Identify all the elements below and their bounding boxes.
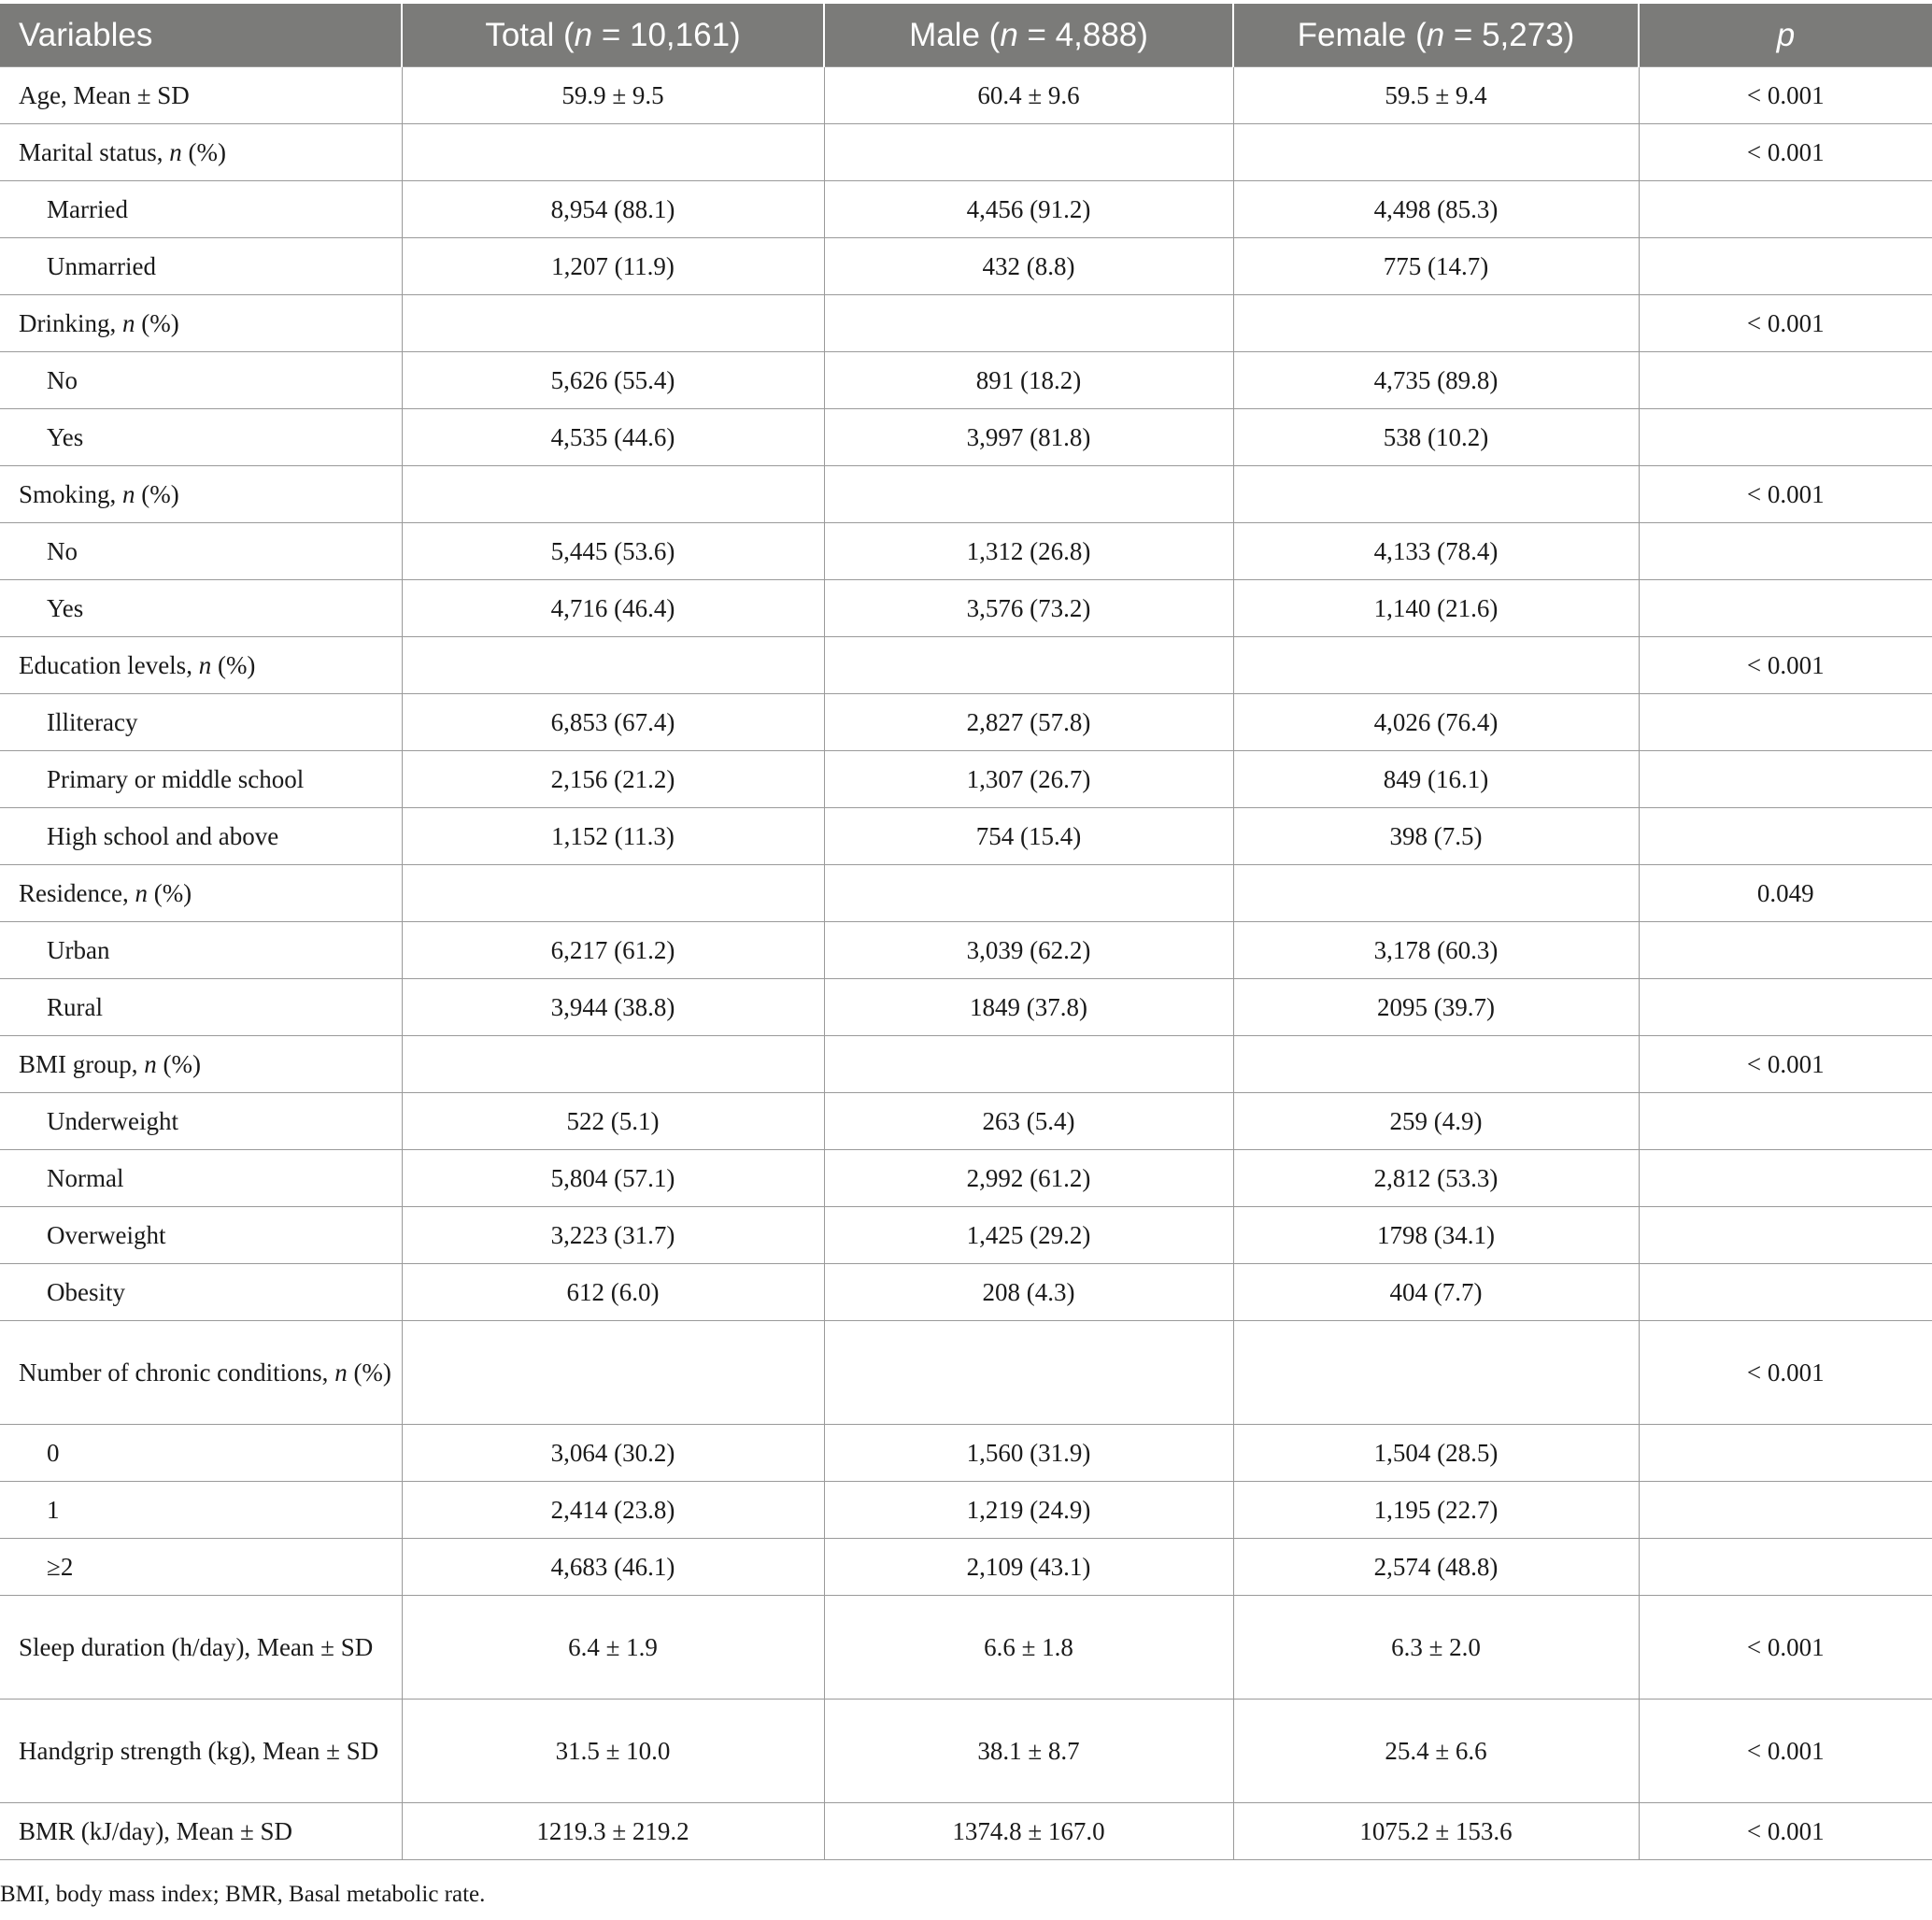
row-label: Normal: [0, 1150, 402, 1207]
header-total: Total (n = 10,161): [402, 4, 824, 67]
cell-female: 538 (10.2): [1233, 409, 1639, 466]
table-row: [0, 466, 1932, 523]
row-label: BMI group, n (%): [0, 1036, 402, 1093]
cell-female: 3,178 (60.3): [1233, 922, 1639, 979]
cell-male: [824, 1321, 1233, 1425]
row-label: Handgrip strength (kg), Mean ± SD: [0, 1700, 402, 1803]
cell-male: 2,827 (57.8): [824, 694, 1233, 751]
cell-total: 6,217 (61.2): [402, 922, 824, 979]
row-label: Residence, n (%): [0, 865, 402, 922]
cell-p: [1639, 751, 1932, 808]
cell-total: [402, 1036, 824, 1093]
table-row: [0, 238, 1932, 295]
cell-female: 1,504 (28.5): [1233, 1425, 1639, 1482]
row-label: ≥2: [0, 1539, 402, 1596]
cell-p: < 0.001: [1639, 1803, 1932, 1860]
cell-male: 1,312 (26.8): [824, 523, 1233, 580]
table-row: [0, 751, 1932, 808]
header-variables: Variables: [0, 4, 402, 67]
cell-male: 38.1 ± 8.7: [824, 1700, 1233, 1803]
cell-male: 263 (5.4): [824, 1093, 1233, 1150]
cell-total: 31.5 ± 10.0: [402, 1700, 824, 1803]
table-row: [0, 1150, 1932, 1207]
row-label: Drinking, n (%): [0, 295, 402, 352]
cell-p: [1639, 1150, 1932, 1207]
cell-male: 1,560 (31.9): [824, 1425, 1233, 1482]
cell-female: 4,735 (89.8): [1233, 352, 1639, 409]
cell-total: [402, 1321, 824, 1425]
cell-male: 754 (15.4): [824, 808, 1233, 865]
cell-total: [402, 466, 824, 523]
cell-p: [1639, 1539, 1932, 1596]
cell-total: 4,535 (44.6): [402, 409, 824, 466]
characteristics-table-container: [0, 4, 1932, 1860]
table-row: [0, 1036, 1932, 1093]
cell-female: [1233, 1036, 1639, 1093]
cell-male: [824, 1036, 1233, 1093]
cell-female: 1798 (34.1): [1233, 1207, 1639, 1264]
cell-female: [1233, 466, 1639, 523]
header-female: Female (n = 5,273): [1233, 4, 1639, 67]
row-label: Yes: [0, 409, 402, 466]
cell-p: [1639, 979, 1932, 1036]
row-label: Primary or middle school: [0, 751, 402, 808]
cell-total: 5,445 (53.6): [402, 523, 824, 580]
cell-male: 208 (4.3): [824, 1264, 1233, 1321]
row-label: Overweight: [0, 1207, 402, 1264]
cell-p: < 0.001: [1639, 466, 1932, 523]
row-label: Urban: [0, 922, 402, 979]
table-header-row: [0, 4, 1932, 67]
row-label: No: [0, 352, 402, 409]
cell-male: 1849 (37.8): [824, 979, 1233, 1036]
cell-female: 1,140 (21.6): [1233, 580, 1639, 637]
row-label: Underweight: [0, 1093, 402, 1150]
row-label: Yes: [0, 580, 402, 637]
cell-p: [1639, 1425, 1932, 1482]
cell-female: 4,498 (85.3): [1233, 181, 1639, 238]
cell-p: [1639, 352, 1932, 409]
cell-male: [824, 865, 1233, 922]
table-row: [0, 1093, 1932, 1150]
cell-p: [1639, 523, 1932, 580]
cell-p: [1639, 922, 1932, 979]
cell-p: 0.049: [1639, 865, 1932, 922]
cell-total: 6,853 (67.4): [402, 694, 824, 751]
cell-female: 2,812 (53.3): [1233, 1150, 1639, 1207]
cell-male: [824, 637, 1233, 694]
cell-male: [824, 466, 1233, 523]
cell-male: 4,456 (91.2): [824, 181, 1233, 238]
cell-p: [1639, 1207, 1932, 1264]
row-label: Unmarried: [0, 238, 402, 295]
cell-male: 2,992 (61.2): [824, 1150, 1233, 1207]
cell-female: 59.5 ± 9.4: [1233, 67, 1639, 124]
row-label: Marital status, n (%): [0, 124, 402, 181]
cell-female: [1233, 1321, 1639, 1425]
table-row: [0, 1700, 1932, 1803]
cell-total: 3,944 (38.8): [402, 979, 824, 1036]
row-label: Number of chronic conditions, n (%): [0, 1321, 402, 1425]
cell-total: [402, 295, 824, 352]
table-row: [0, 1425, 1932, 1482]
cell-female: 6.3 ± 2.0: [1233, 1596, 1639, 1700]
table-row: [0, 694, 1932, 751]
cell-total: [402, 124, 824, 181]
cell-p: < 0.001: [1639, 637, 1932, 694]
cell-total: 5,626 (55.4): [402, 352, 824, 409]
cell-total: 612 (6.0): [402, 1264, 824, 1321]
table-row: [0, 979, 1932, 1036]
table-row: [0, 637, 1932, 694]
table-row: [0, 580, 1932, 637]
cell-female: 1,195 (22.7): [1233, 1482, 1639, 1539]
cell-p: < 0.001: [1639, 67, 1932, 124]
cell-male: 1374.8 ± 167.0: [824, 1803, 1233, 1860]
table-body: [0, 67, 1932, 1860]
cell-p: [1639, 808, 1932, 865]
table-row: [0, 1596, 1932, 1700]
cell-male: 1,425 (29.2): [824, 1207, 1233, 1264]
cell-total: [402, 865, 824, 922]
cell-p: < 0.001: [1639, 1036, 1932, 1093]
table-row: [0, 808, 1932, 865]
table-row: [0, 352, 1932, 409]
table-row: [0, 1264, 1932, 1321]
row-label: Illiteracy: [0, 694, 402, 751]
row-label: Age, Mean ± SD: [0, 67, 402, 124]
cell-male: 1,307 (26.7): [824, 751, 1233, 808]
cell-male: 3,039 (62.2): [824, 922, 1233, 979]
cell-female: 25.4 ± 6.6: [1233, 1700, 1639, 1803]
cell-male: [824, 295, 1233, 352]
cell-male: [824, 124, 1233, 181]
cell-female: 398 (7.5): [1233, 808, 1639, 865]
row-label: BMR (kJ/day), Mean ± SD: [0, 1803, 402, 1860]
table-row: [0, 865, 1932, 922]
cell-male: 432 (8.8): [824, 238, 1233, 295]
cell-total: 2,414 (23.8): [402, 1482, 824, 1539]
cell-total: 59.9 ± 9.5: [402, 67, 824, 124]
row-label: 0: [0, 1425, 402, 1482]
row-label: No: [0, 523, 402, 580]
cell-p: [1639, 409, 1932, 466]
table-row: [0, 67, 1932, 124]
cell-p: < 0.001: [1639, 1700, 1932, 1803]
table-row: [0, 409, 1932, 466]
table-row: [0, 523, 1932, 580]
cell-p: [1639, 238, 1932, 295]
cell-male: 2,109 (43.1): [824, 1539, 1233, 1596]
table-row: [0, 181, 1932, 238]
cell-female: 4,026 (76.4): [1233, 694, 1639, 751]
cell-male: 6.6 ± 1.8: [824, 1596, 1233, 1700]
cell-female: 4,133 (78.4): [1233, 523, 1639, 580]
table-row: [0, 295, 1932, 352]
row-label: High school and above: [0, 808, 402, 865]
cell-female: [1233, 124, 1639, 181]
cell-total: 1,207 (11.9): [402, 238, 824, 295]
cell-female: 259 (4.9): [1233, 1093, 1639, 1150]
cell-female: 1075.2 ± 153.6: [1233, 1803, 1639, 1860]
cell-p: < 0.001: [1639, 1321, 1932, 1425]
cell-p: [1639, 1482, 1932, 1539]
cell-female: 775 (14.7): [1233, 238, 1639, 295]
cell-total: 4,716 (46.4): [402, 580, 824, 637]
table-footnote: BMI, body mass index; BMR, Basal metabolic rate.: [0, 1882, 486, 1907]
cell-p: [1639, 1264, 1932, 1321]
cell-p: < 0.001: [1639, 1596, 1932, 1700]
table-row: [0, 1321, 1932, 1425]
cell-p: [1639, 1093, 1932, 1150]
cell-total: 2,156 (21.2): [402, 751, 824, 808]
cell-p: [1639, 694, 1932, 751]
cell-female: 2,574 (48.8): [1233, 1539, 1639, 1596]
row-label: Sleep duration (h/day), Mean ± SD: [0, 1596, 402, 1700]
cell-total: [402, 637, 824, 694]
cell-female: [1233, 637, 1639, 694]
cell-p: < 0.001: [1639, 295, 1932, 352]
cell-male: 3,997 (81.8): [824, 409, 1233, 466]
table-row: [0, 124, 1932, 181]
table-row: [0, 1482, 1932, 1539]
row-label: Smoking, n (%): [0, 466, 402, 523]
table-row: [0, 1539, 1932, 1596]
cell-total: 3,064 (30.2): [402, 1425, 824, 1482]
cell-female: [1233, 865, 1639, 922]
row-label: Married: [0, 181, 402, 238]
cell-total: 8,954 (88.1): [402, 181, 824, 238]
cell-total: 6.4 ± 1.9: [402, 1596, 824, 1700]
cell-p: [1639, 181, 1932, 238]
cell-total: 5,804 (57.1): [402, 1150, 824, 1207]
cell-total: 1,152 (11.3): [402, 808, 824, 865]
cell-male: 891 (18.2): [824, 352, 1233, 409]
cell-male: 3,576 (73.2): [824, 580, 1233, 637]
cell-female: 404 (7.7): [1233, 1264, 1639, 1321]
row-label: Rural: [0, 979, 402, 1036]
characteristics-table: [0, 4, 1932, 1860]
cell-total: 4,683 (46.1): [402, 1539, 824, 1596]
table-row: [0, 1803, 1932, 1860]
cell-female: [1233, 295, 1639, 352]
cell-male: 1,219 (24.9): [824, 1482, 1233, 1539]
row-label: 1: [0, 1482, 402, 1539]
cell-total: 522 (5.1): [402, 1093, 824, 1150]
row-label: Obesity: [0, 1264, 402, 1321]
cell-total: 3,223 (31.7): [402, 1207, 824, 1264]
header-p-value: p: [1639, 4, 1932, 67]
row-label: Education levels, n (%): [0, 637, 402, 694]
cell-male: 60.4 ± 9.6: [824, 67, 1233, 124]
cell-total: 1219.3 ± 219.2: [402, 1803, 824, 1860]
cell-female: 849 (16.1): [1233, 751, 1639, 808]
cell-female: 2095 (39.7): [1233, 979, 1639, 1036]
header-male: Male (n = 4,888): [824, 4, 1233, 67]
table-row: [0, 922, 1932, 979]
table-row: [0, 1207, 1932, 1264]
cell-p: [1639, 580, 1932, 637]
cell-p: < 0.001: [1639, 124, 1932, 181]
